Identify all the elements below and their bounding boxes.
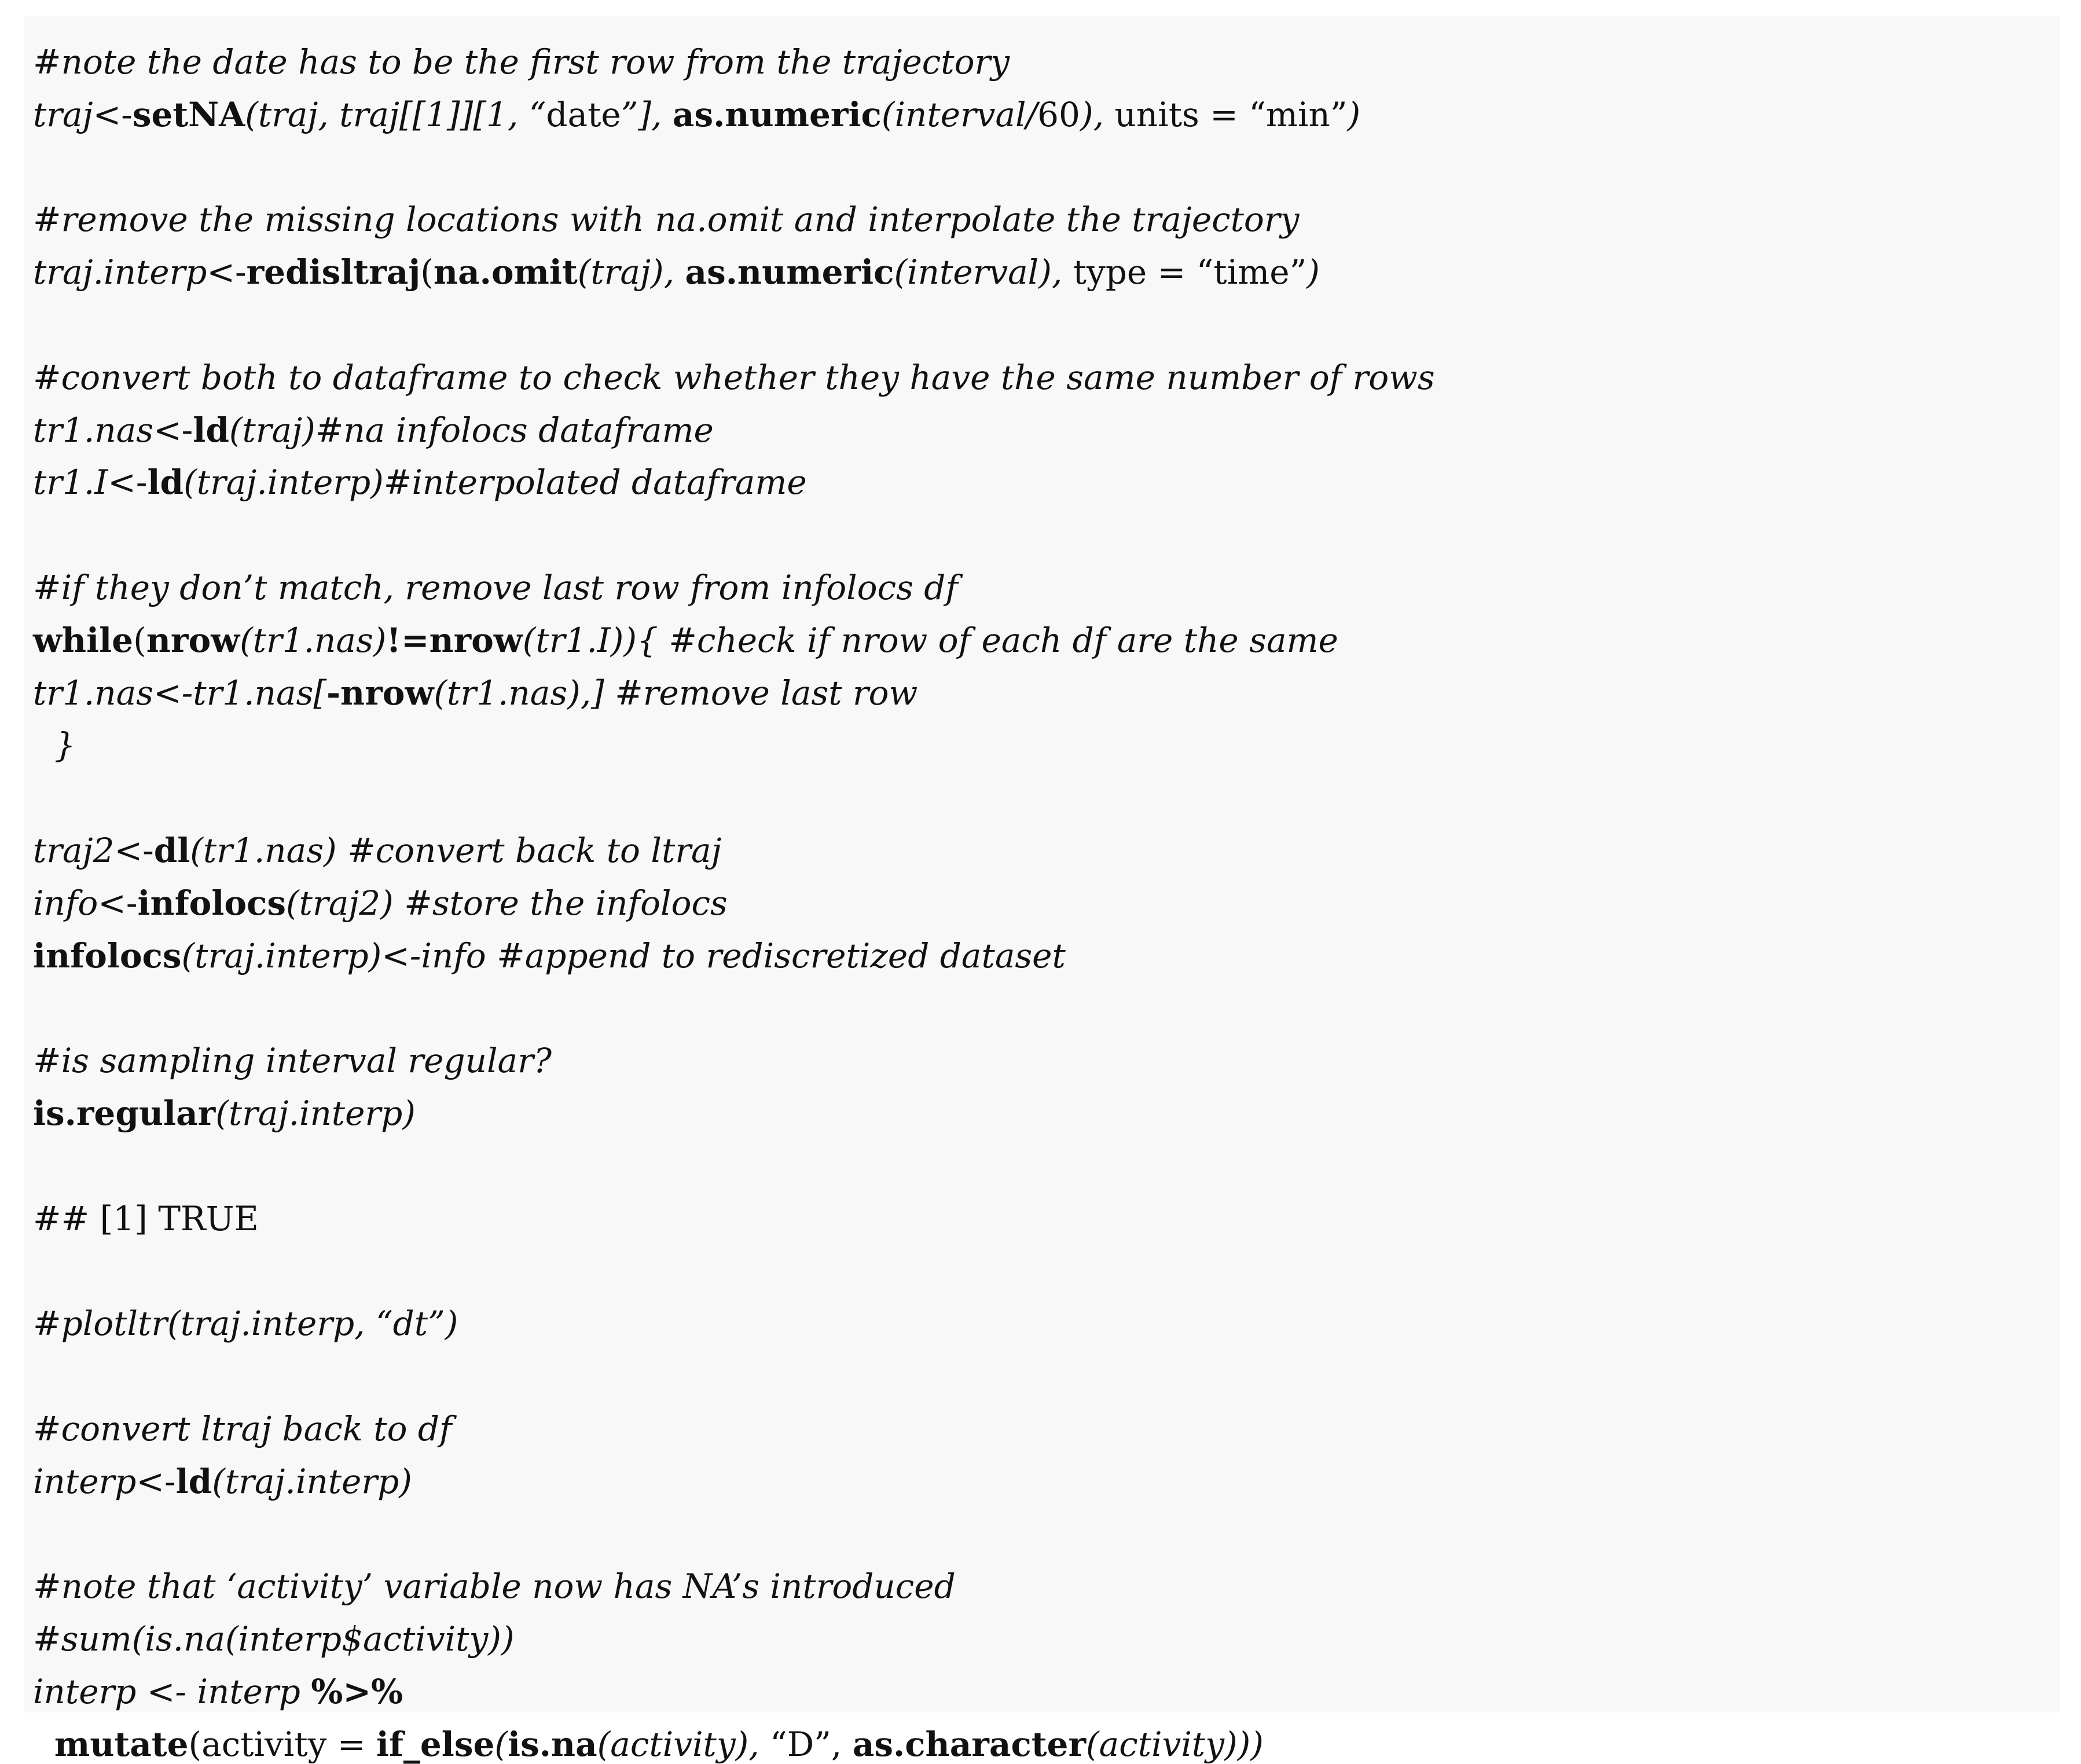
code-token: #sum(is.na(interp$activity))	[33, 1619, 515, 1659]
code-keyword: ld	[175, 1461, 212, 1501]
code-keyword: while	[33, 620, 134, 660]
code-token: traj2	[33, 831, 115, 870]
code-keyword: nrow	[429, 620, 523, 660]
code-token: (tr1.nas) #convert back to ltraj	[190, 831, 722, 870]
code-token: tr1.nas	[33, 410, 154, 450]
code-keyword: as.numeric	[672, 94, 882, 134]
code-keyword: %>%	[311, 1671, 403, 1711]
code-token: <-	[153, 410, 193, 450]
code-keyword: infolocs	[33, 936, 182, 975]
code-token: 60	[1037, 94, 1080, 134]
code-token: (traj)#na infolocs dataframe	[229, 410, 714, 450]
code-token: “D”,	[770, 1724, 853, 1764]
code-token: <-	[98, 883, 138, 923]
code-token: <-	[108, 463, 148, 503]
code-keyword: if_else	[376, 1724, 495, 1764]
code-token: (traj.interp)	[212, 1461, 412, 1501]
code-line	[33, 936, 1066, 975]
code-line	[33, 1619, 515, 1659]
code-token: (traj.interp)<-info #append to rediscretized dataset	[181, 936, 1066, 975]
code-token: tr1.nas<-tr1.nas[	[33, 673, 326, 713]
code-token: )	[1306, 252, 1320, 292]
code-token: (tr1.nas),] #remove last row	[434, 673, 918, 713]
code-token: <-	[114, 831, 154, 870]
code-token: interp <- interp	[33, 1671, 311, 1711]
code-token: units = “min”	[1114, 94, 1348, 134]
code-line	[33, 200, 1300, 240]
code-keyword: ld	[147, 463, 184, 503]
code-token: info	[33, 883, 98, 923]
code-token: <-	[207, 252, 247, 292]
code-token: #note that ‘activity’ variable now has NA’s introduced	[33, 1567, 956, 1607]
code-keyword: as.character	[852, 1724, 1087, 1764]
code-keyword: as.numeric	[685, 252, 894, 292]
code-line	[33, 1567, 956, 1607]
code-keyword: infolocs	[137, 883, 287, 923]
code-token: #if they don’t match, remove last row from infolocs df	[33, 568, 958, 607]
code-line	[33, 568, 958, 607]
code-line	[33, 1041, 552, 1081]
code-keyword: redisltraj	[246, 252, 421, 292]
code-keyword: ld	[193, 410, 229, 450]
code-line	[33, 94, 1361, 134]
code-token: ),	[1080, 94, 1115, 134]
code-keyword: -nrow	[326, 673, 434, 713]
code-token: type = “time”	[1073, 252, 1307, 292]
code-line	[33, 1094, 416, 1133]
code-token: interp	[33, 1461, 137, 1501]
code-line	[33, 673, 918, 713]
code-token: (tr1.I)){ #check if nrow of each df are the same	[522, 620, 1338, 660]
code-token: (	[133, 620, 146, 660]
code-token: (tr1.nas)	[240, 620, 387, 660]
code-line	[33, 831, 722, 870]
code-token: ”],	[621, 94, 673, 134]
code-token: #convert ltraj back to df	[33, 1409, 452, 1448]
code-line	[33, 42, 1010, 82]
code-keyword: is.regular	[33, 1094, 216, 1133]
code-token: )	[1347, 94, 1361, 134]
code-token: traj.interp	[33, 252, 207, 292]
code-keyword: dl	[153, 831, 190, 870]
code-token: (activity),	[597, 1724, 770, 1764]
code-token: (traj),	[577, 252, 685, 292]
code-token: (traj.interp)	[215, 1094, 416, 1133]
code-token: #note the date has to be the first row from the trajectory	[33, 42, 1010, 82]
code-token: (activity)))	[1086, 1724, 1264, 1764]
code-token: date	[546, 94, 621, 134]
code-keyword: setNA	[132, 94, 245, 134]
code-line	[33, 357, 1435, 397]
code-line	[33, 1409, 452, 1448]
code-line	[33, 1724, 1264, 1764]
code-token: traj	[33, 94, 93, 134]
code-keyword: nrow	[146, 620, 240, 660]
code-token: #remove the missing locations with na.omit and interpolate the trajectory	[33, 200, 1300, 240]
code-token: (interval/	[881, 94, 1038, 134]
code-token: (activity =	[188, 1724, 376, 1764]
code-line	[33, 1671, 403, 1711]
code-token: (	[494, 1724, 508, 1764]
code-line	[33, 725, 76, 765]
code-token: (interval),	[894, 252, 1073, 292]
code-line	[33, 883, 728, 923]
code-token: }	[33, 725, 76, 765]
code-token: ## [1] TRUE	[33, 1198, 259, 1238]
code-keyword: !=	[386, 620, 430, 660]
code-token: (traj2) #store the infolocs	[286, 883, 728, 923]
code-token: (	[420, 252, 434, 292]
code-line	[33, 410, 714, 450]
code-line	[33, 1198, 259, 1238]
code-token: (traj.interp)#interpolated dataframe	[183, 463, 807, 503]
code-token: #is sampling interval regular?	[33, 1041, 552, 1081]
code-token: #plotltr(traj.interp, “dt”)	[33, 1304, 458, 1344]
code-keyword: mutate	[54, 1724, 189, 1764]
code-line	[33, 1304, 458, 1344]
code-token: #convert both to dataframe to check whether they have the same number of rows	[33, 357, 1435, 397]
code-keyword: na.omit	[433, 252, 578, 292]
code-token: <-	[136, 1461, 176, 1501]
code-line	[33, 252, 1320, 292]
code-keyword: is.na	[508, 1724, 597, 1764]
code-line	[33, 620, 1338, 660]
code-line	[33, 1461, 412, 1501]
code-line	[33, 463, 807, 503]
code-token: <-	[93, 94, 133, 134]
code-token: tr1.I	[33, 463, 108, 503]
code-block	[24, 16, 2060, 1764]
code-token: (traj, traj[[1]][1, “	[245, 94, 546, 134]
